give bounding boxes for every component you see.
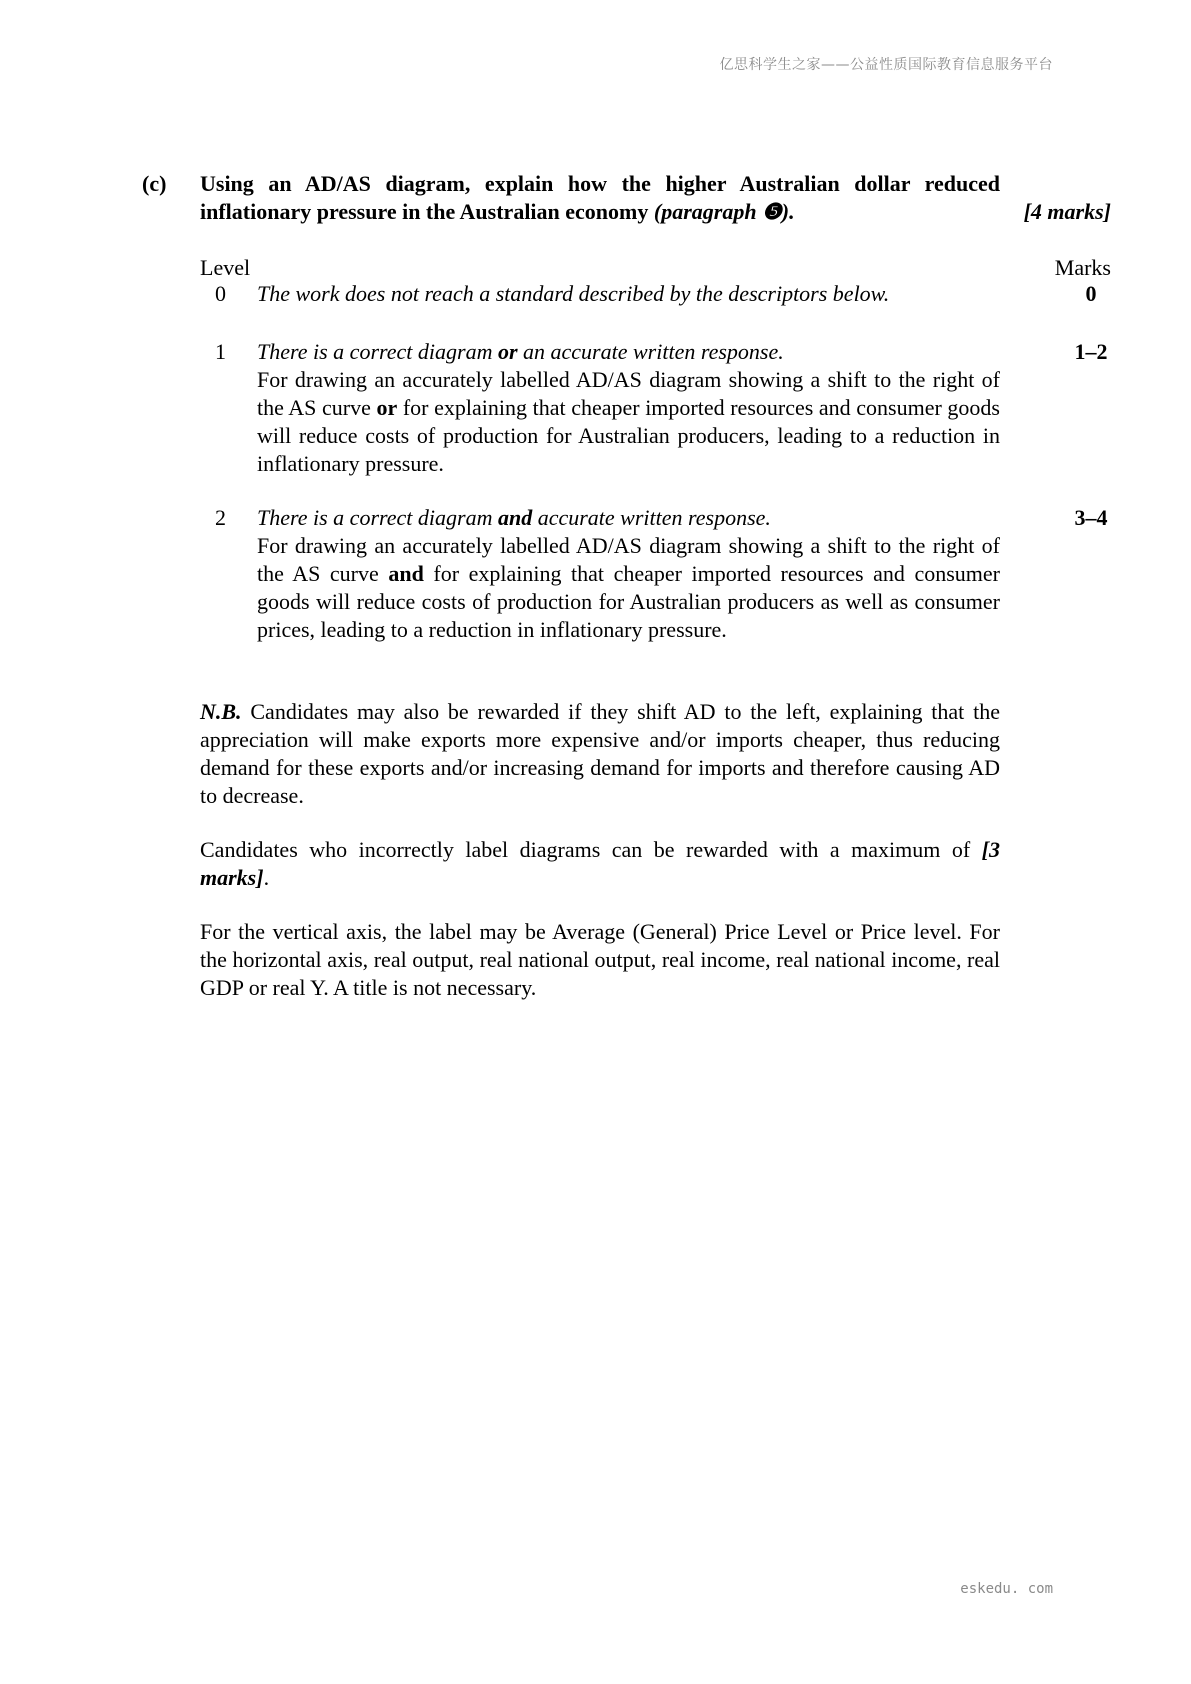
question-marks: [4 marks] xyxy=(1023,199,1111,224)
level-0-mark: 0 xyxy=(1085,281,1097,306)
label-note-marks: [3 marks] xyxy=(200,837,1000,890)
level-2-number: 2 xyxy=(215,505,226,530)
level-2-body-pre: For drawing an accurately labelled AD/AS diagram showing a shift to the right of the AS curve xyxy=(257,533,1000,586)
level-2-mark: 3–4 xyxy=(1074,505,1108,530)
header-watermark: 亿思科学生之家——公益性质国际教育信息服务平台 xyxy=(719,57,1053,73)
level-2-descriptor xyxy=(257,504,1000,644)
level-1-mark: 1–2 xyxy=(1074,339,1108,364)
level-0-intro: The work does not reach a standard described by the descriptors below. xyxy=(257,281,890,306)
level-2-intro-pre: There is a correct diagram xyxy=(257,505,498,530)
axis-note: For the vertical axis, the label may be Average (General) Price Level or Price level. For the horizontal axis, real output, real national output, real income, real national income, real GDP or real Y. A title is not necessary. xyxy=(200,919,1000,1000)
level-1-intro-post: an accurate written response. xyxy=(517,339,784,364)
level-2-intro-post: accurate written response. xyxy=(532,505,771,530)
level-column-header: Level xyxy=(200,255,251,280)
level-2-intro-key: and xyxy=(497,505,533,530)
level-1-descriptor xyxy=(257,338,1000,478)
footer-watermark: eskedu. com xyxy=(960,1581,1053,1597)
level-1-body-pre: For drawing an accurately labelled AD/AS diagram showing a shift to the right of the AS curve xyxy=(257,367,1000,420)
level-1-body-key: or xyxy=(376,395,398,420)
level-1-number: 1 xyxy=(215,339,226,364)
level-0-descriptor xyxy=(257,280,1000,308)
question-paragraph-ref: (paragraph ❺). xyxy=(653,199,795,224)
level-1-intro-key: or xyxy=(497,339,518,364)
nb-text: Candidates may also be rewarded if they shift AD to the left, explaining that the appreciation will make exports more expensive and/or imports cheaper, thus reducing demand for these exports and/or increasing demand for imports and therefore causing AD to decrease. xyxy=(200,699,1000,808)
label-note xyxy=(200,836,1000,892)
nb-note xyxy=(200,698,1000,810)
marks-column-header: Marks xyxy=(1054,255,1111,280)
level-1-intro xyxy=(257,339,784,364)
level-1-body-post: for explaining that cheaper imported resources and consumer goods will reduce costs of production for Australian producers, leading to a reduction in inflationary pressure. xyxy=(257,395,1000,476)
level-1-intro-pre: There is a correct diagram xyxy=(257,339,498,364)
question-label: (c) xyxy=(142,171,167,196)
nb-label: N.B. xyxy=(200,699,242,724)
level-2-body-post: for explaining that cheaper imported resources and consumer goods will reduce costs of production for Australian producers as well as consumer prices, leading to a reduction in inflationary pressure. xyxy=(257,561,1000,642)
label-note-end: . xyxy=(263,865,270,890)
level-2-intro xyxy=(257,505,771,530)
level-0-number: 0 xyxy=(215,281,226,306)
level-2-body-key: and xyxy=(388,561,424,586)
label-note-text: Candidates who incorrectly label diagrams can be rewarded with a maximum of xyxy=(200,837,982,862)
question-text xyxy=(200,170,1000,226)
question-main: Using an AD/AS diagram, explain how the higher Australian dollar reduced inflationary pressure in the Australian economy xyxy=(200,171,1000,224)
